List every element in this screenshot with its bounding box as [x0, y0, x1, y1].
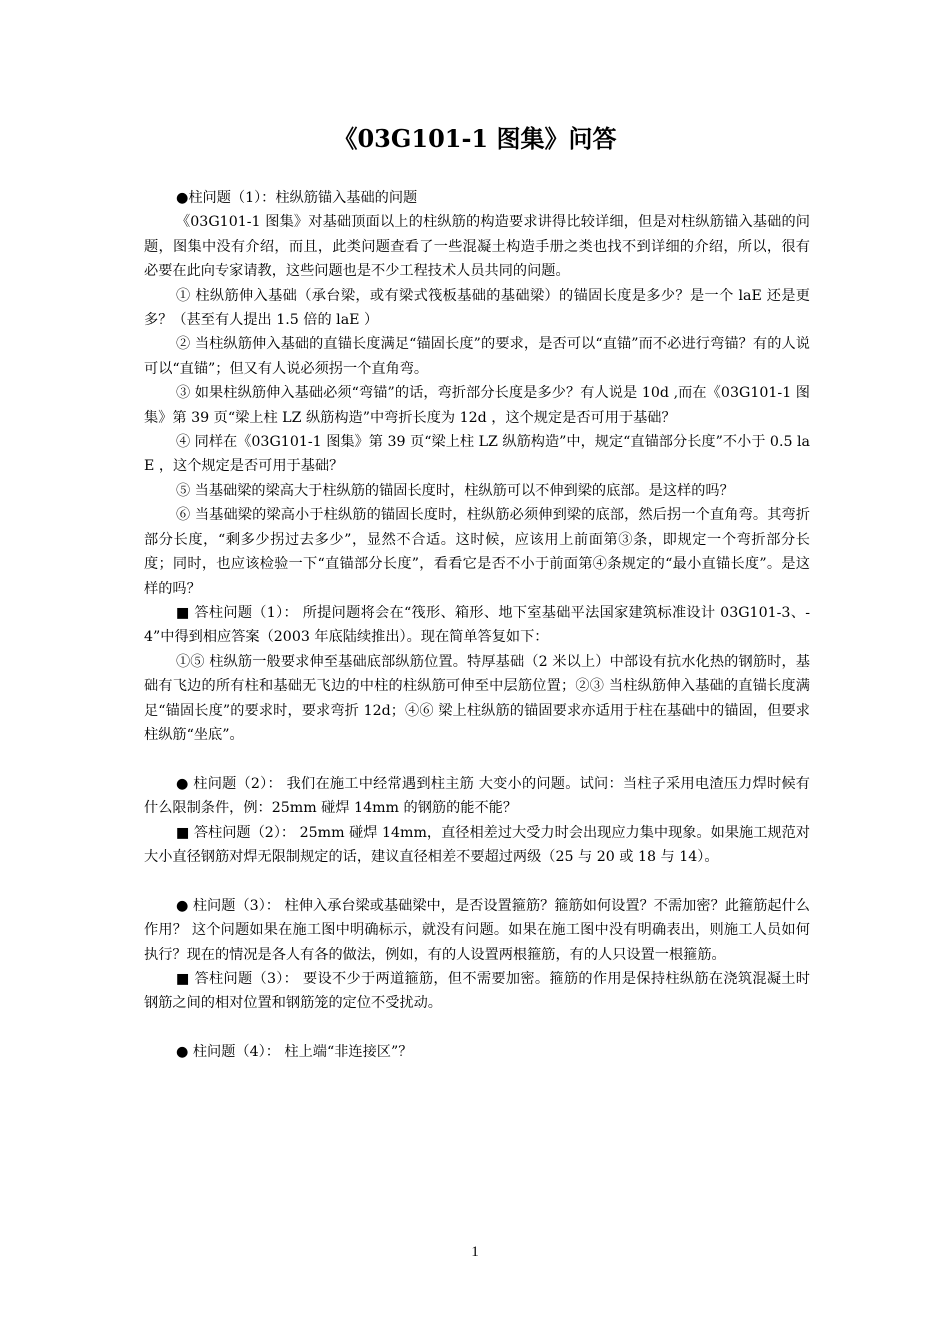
- question-4: ● 柱问题（4）： 柱上端“非连接区”？: [175, 1044, 413, 1061]
- question-1-item-3: ③ 如果柱纵筋伸入基础必须“弯锚”的话，弯折部分长度是多少？有人说是 10d ,而在《03G101-1 图集》第 39 页“梁上柱 LZ 纵筋构造”中弯折长度为 12d ，这个规定是否可用于基础？: [144, 385, 810, 426]
- question-1-item-6: ⑥ 当基础梁的梁高小于柱纵筋的锚固长度时，柱纵筋必须伸到梁的底部，然后拐一个直角弯。其弯折部分长度，“剩多少拐过去多少”，显然不合适。这时候，应该用上前面第③条，即规定一个弯折部分长度；同时，也应该检验一下“直锚部分长度”，看看它是否不小于前面第④条规定的“最小直锚长度”。是这样的吗？: [144, 507, 810, 597]
- answer-1-body: ①⑤ 柱纵筋一般要求伸至基础底部纵筋位置。特厚基础（2 米以上）中部设有抗水化热的钢筋时，基础有飞边的所有柱和基础无飞边的中柱的柱纵筋可伸至中层筋位置；②③ 当柱纵筋伸入基础的直锚长度满足“锚固长度”的要求时，要求弯折 12d；④⑥ 梁上柱纵筋的锚固要求亦适用于柱在基础中的锚固，但要求柱纵筋“坐底”。: [144, 653, 810, 743]
- answer-3: ■ 答柱问题（3）： 要设不少于两道箍筋，但不需要加密。箍筋的作用是保持柱纵筋在浇筑混凝土时钢筋之间的相对位置和钢筋笼的定位不受扰动。: [144, 970, 810, 1012]
- question-1-item-2: ② 当柱纵筋伸入基础的直锚长度满足“锚固长度”的要求，是否可以“直锚”而不必进行弯锚？有的人说可以“直锚”；但又有人说必须拐一个直角弯。: [144, 336, 810, 377]
- answer-2: ■ 答柱问题（2）： 25mm 碰焊 14mm，直径相差过大受力时会出现应力集中现象。如果施工规范对大小直径钢筋对焊无限制规定的话，建议直径相差不要超过两级（25 与 20 或 18 与 14）。: [144, 824, 810, 865]
- answer-1-heading: ■ 答柱问题（1）： 所提问题将会在“筏形、箱形、地下室基础平法国家建筑标准设计 03G101-3、-4”中得到相应答案（2003 年底陆续推出）。现在简单答复如下：: [144, 604, 810, 646]
- document-title: 《03G101-1 图集》问答: [333, 124, 617, 153]
- question-3: ● 柱问题（3）： 柱伸入承台梁或基础梁中，是否设置箍筋？箍筋如何设置？不需加密？此箍筋起什么作用？ 这个问题如果在施工图中明确标示，就没有问题。如果在施工图中没有明确表出，则施工人员如何执行？现在的情况是各人有各的做法，例如，有的人设置两根箍筋，有的人只设置一根箍筋。: [144, 897, 810, 963]
- question-1-item-5: ⑤ 当基础梁的梁高大于柱纵筋的锚固长度时，柱纵筋可以不伸到梁的底部。是这样的吗？: [175, 482, 734, 499]
- question-1-item-1: ① 柱纵筋伸入基础（承台梁，或有梁式筏板基础的基础梁）的锚固长度是多少？是一个 laE 还是更多？（甚至有人提出 1.5 倍的 laE ）: [144, 287, 810, 329]
- page-number: 1: [471, 1244, 479, 1260]
- question-1-intro: 《03G101-1 图集》对基础顶面以上的柱纵筋的构造要求讲得比较详细，但是对柱纵筋锚入基础的问题，图集中没有介绍，而且，此类问题查看了一些混凝土构造手册之类也找不到详细的介绍，所以，很有必要在此向专家请教，这些问题也是不少工程技术人员共同的问题。: [144, 214, 810, 280]
- document-body: [144, 186, 810, 1065]
- question-1-heading: ●柱问题（1）：柱纵筋锚入基础的问题: [175, 190, 418, 206]
- question-1-item-4: ④ 同样在《03G101-1 图集》第 39 页“梁上柱 LZ 纵筋构造”中，规定“直锚部分长度”不小于 0.5 laE ，这个规定是否可用于基础？: [144, 434, 810, 475]
- question-2: ● 柱问题（2）： 我们在施工中经常遇到柱主筋 大变小的问题。试问：当柱子采用电渣压力焊时候有什么限制条件，例：25mm 碰焊 14mm 的钢筋的能不能？: [144, 775, 810, 817]
